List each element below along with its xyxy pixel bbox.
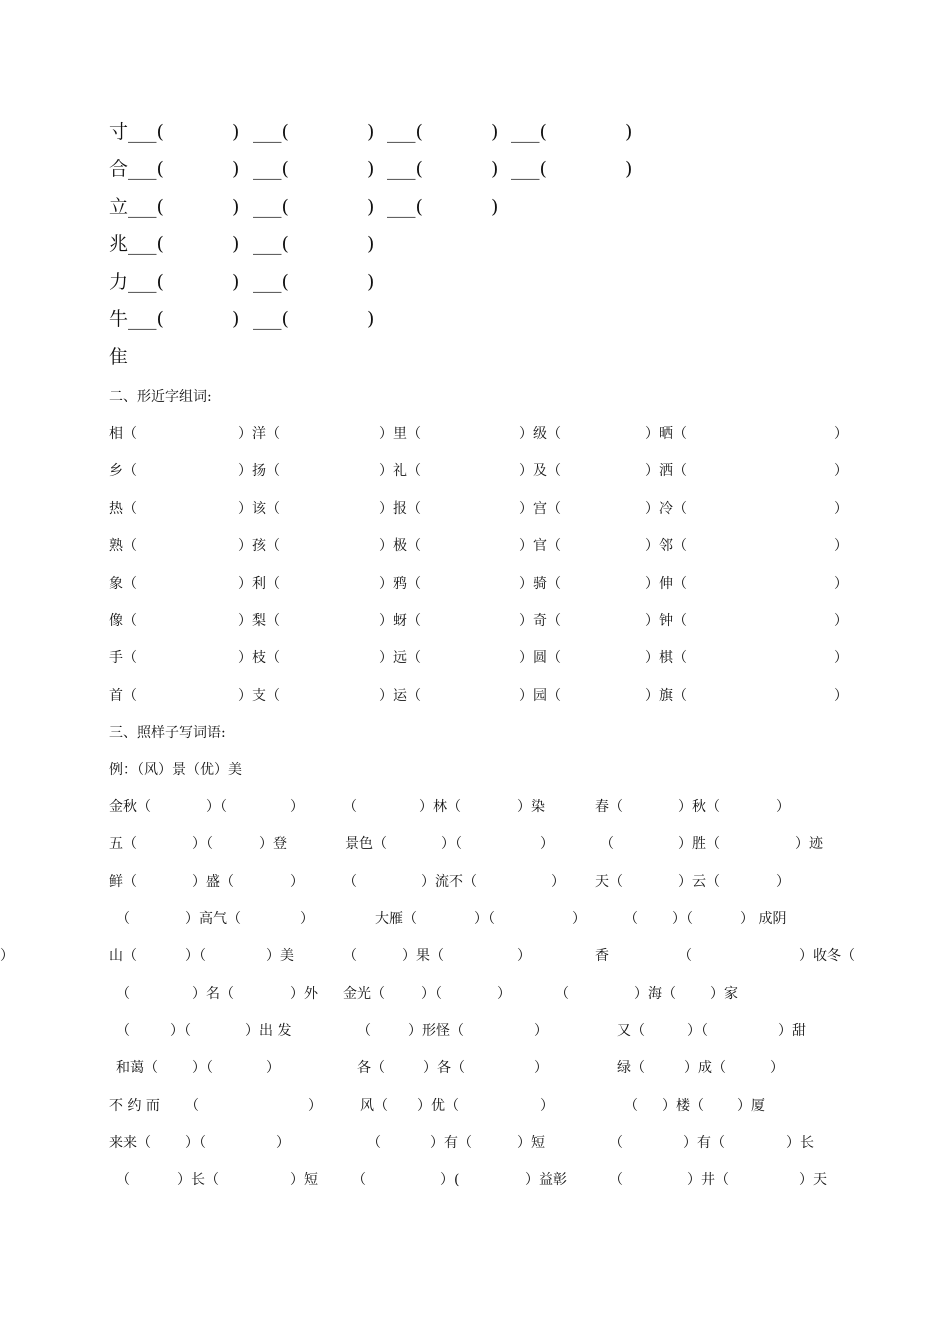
idiom-segment: ）（ — [441, 836, 462, 852]
idiom-segment: ）( — [440, 1172, 460, 1188]
idiom-segment: （ — [357, 1023, 371, 1039]
idiom-segment: ）（ — [672, 911, 693, 927]
idiom-segment: 来来（ — [109, 1135, 151, 1151]
idiom-segment: ）厦 — [737, 1098, 765, 1114]
similar-char-segment: ） — [834, 576, 848, 592]
idiom-segment: ）收冬（ — [799, 948, 855, 964]
radical-word-segment: 兆___( — [109, 233, 164, 255]
similar-char-segment: ） — [834, 613, 848, 629]
similar-char-segment: ）梨（ — [238, 613, 280, 629]
similar-char-segment: ）圆（ — [519, 650, 561, 666]
idiom-segment: ）（ — [192, 836, 213, 852]
similar-char-segment: ）及（ — [519, 463, 561, 479]
idiom-segment: ）各（ — [423, 1060, 465, 1076]
similar-char-segment: ） — [834, 538, 848, 554]
idiom-segment: （ — [624, 911, 638, 927]
radical-word-segment: ___( — [253, 233, 289, 255]
idiom-segment: ） — [0, 948, 14, 964]
idiom-segment: 鲜（ — [109, 874, 137, 890]
radical-word-segment: ___( — [253, 271, 289, 293]
idiom-segment: ）益彰 — [525, 1172, 567, 1188]
idiom-segment: ）（ — [687, 1023, 708, 1039]
idiom-segment: ）美 — [266, 948, 294, 964]
similar-char-segment: 乡（ — [109, 463, 137, 479]
idiom-segment: ）（ — [170, 1023, 191, 1039]
idiom-segment: ）名（ — [192, 986, 234, 1002]
idiom-segment: ） — [534, 1060, 548, 1076]
similar-char-segment: 相（ — [109, 426, 137, 442]
similar-char-segment: ）运（ — [379, 688, 421, 704]
idiom-segment: 天（ — [595, 874, 623, 890]
similar-char-segment: ）奇（ — [519, 613, 561, 629]
radical-word-segment: ) — [491, 121, 499, 143]
idiom-segment: 香 — [595, 948, 609, 964]
idiom-segment: ）（ — [192, 1060, 213, 1076]
similar-char-segment: ）级（ — [519, 426, 561, 442]
idiom-segment: ） — [770, 1060, 784, 1076]
similar-char-segment: ）极（ — [379, 538, 421, 554]
radical-word-segment: ) — [367, 271, 375, 293]
similar-char-segment: ）利（ — [238, 576, 280, 592]
idiom-segment: ）天 — [799, 1172, 827, 1188]
similar-char-segment: ）礼（ — [379, 463, 421, 479]
similar-char-segment: ）旗（ — [645, 688, 687, 704]
idiom-segment: （ — [116, 986, 130, 1002]
radical-word-segment: ) — [625, 121, 633, 143]
similar-char-segment: ）钟（ — [645, 613, 687, 629]
similar-char-segment: 手（ — [109, 650, 137, 666]
idiom-segment: ）优（ — [417, 1098, 459, 1114]
idiom-segment: ） — [308, 1098, 322, 1114]
idiom-segment: ）楼（ — [662, 1098, 704, 1114]
similar-char-segment: 热（ — [109, 501, 137, 517]
idiom-segment: ）高气（ — [185, 911, 241, 927]
idiom-segment: ）长 — [786, 1135, 814, 1151]
similar-char-segment: ）远（ — [379, 650, 421, 666]
idiom-segment: ）家 — [710, 986, 738, 1002]
idiom-segment: ） — [266, 1060, 280, 1076]
radical-word-segment: ___( — [387, 121, 423, 143]
similar-char-segment: ）晒（ — [645, 426, 687, 442]
similar-char-segment: ）伸（ — [645, 576, 687, 592]
radical-word-segment: ) — [367, 121, 375, 143]
idiom-segment: ）盛（ — [192, 874, 234, 890]
idiom-segment: ） — [776, 799, 790, 815]
idiom-segment: ） — [551, 874, 565, 890]
similar-char-segment: ）孩（ — [238, 538, 280, 554]
idiom-segment: 又（ — [617, 1023, 645, 1039]
idiom-segment: ） — [534, 1023, 548, 1039]
radical-word-segment: 寸___( — [109, 121, 164, 143]
idiom-segment: ）流不（ — [421, 874, 477, 890]
radical-word-segment: 隹 — [109, 346, 129, 368]
similar-char-segment: ）枝（ — [238, 650, 280, 666]
radical-word-segment: 力___( — [109, 271, 164, 293]
idiom-segment: ） — [540, 1098, 554, 1114]
similar-char-segment: ）报（ — [379, 501, 421, 517]
radical-word-segment: ___( — [511, 121, 547, 143]
similar-char-segment: ）宫（ — [519, 501, 561, 517]
similar-char-segment: ）园（ — [519, 688, 561, 704]
radical-word-segment: 立___( — [109, 196, 164, 218]
idiom-segment: 五（ — [109, 836, 137, 852]
idiom-segment: ）短 — [517, 1135, 545, 1151]
radical-word-segment: ) — [232, 271, 240, 293]
idiom-segment: ）外 — [290, 986, 318, 1002]
idiom-segment: （ — [600, 836, 614, 852]
idiom-segment: ）云（ — [678, 874, 720, 890]
radical-word-segment: ) — [232, 158, 240, 180]
similar-char-segment: ） — [834, 650, 848, 666]
idiom-segment: 绿（ — [617, 1060, 645, 1076]
idiom-segment: ） — [290, 799, 304, 815]
radical-word-segment: ) — [367, 158, 375, 180]
radical-word-segment: ) — [491, 196, 499, 218]
similar-char-segment: ）官（ — [519, 538, 561, 554]
radical-word-segment: ) — [367, 196, 375, 218]
idiom-segment: （ — [343, 874, 357, 890]
idiom-segment: ）有（ — [430, 1135, 472, 1151]
similar-char-segment: ） — [834, 463, 848, 479]
similar-char-segment: ）棋（ — [645, 650, 687, 666]
radical-word-segment: ___( — [253, 121, 289, 143]
idiom-segment: ）林（ — [419, 799, 461, 815]
idiom-segment: ）甜 — [778, 1023, 806, 1039]
idiom-segment: 金光（ — [343, 986, 385, 1002]
idiom-segment: ）短 — [290, 1172, 318, 1188]
idiom-segment: （ — [555, 986, 569, 1002]
idiom-segment: 各（ — [357, 1060, 385, 1076]
idiom-segment: ） 成阴 — [740, 911, 787, 927]
idiom-segment: ） — [497, 986, 511, 1002]
similar-char-segment: ） — [834, 426, 848, 442]
idiom-segment: ） — [517, 948, 531, 964]
idiom-segment: ） — [572, 911, 586, 927]
radical-word-segment: ___( — [253, 308, 289, 330]
idiom-segment: （ — [116, 1023, 130, 1039]
idiom-segment: （ — [185, 1098, 199, 1114]
idiom-segment: （ — [343, 799, 357, 815]
idiom-segment: 金秋（ — [109, 799, 151, 815]
radical-word-segment: ) — [367, 308, 375, 330]
similar-char-segment: ）洋（ — [238, 426, 280, 442]
similar-char-segment: 熟（ — [109, 538, 137, 554]
idiom-segment: （ — [609, 1135, 623, 1151]
idiom-segment: （ — [609, 1172, 623, 1188]
idiom-segment: ）成（ — [684, 1060, 726, 1076]
idiom-segment: ）登 — [259, 836, 287, 852]
idiom-segment: 景色（ — [345, 836, 387, 852]
similar-char-segment: ）鸦（ — [379, 576, 421, 592]
idiom-segment: （ — [343, 948, 357, 964]
idiom-segment: ）有（ — [683, 1135, 725, 1151]
idiom-segment: ） — [290, 874, 304, 890]
idiom-segment: （ — [678, 948, 692, 964]
idiom-segment: ）（ — [185, 948, 206, 964]
radical-word-segment: ) — [367, 233, 375, 255]
similar-char-segment: 象（ — [109, 576, 137, 592]
idiom-segment: （ — [624, 1098, 638, 1114]
example-line: 例：（风）景（优）美 — [109, 762, 242, 778]
idiom-segment: ） — [776, 874, 790, 890]
radical-word-segment: 牛___( — [109, 308, 164, 330]
idiom-segment: ）（ — [206, 799, 227, 815]
idiom-segment: ）（ — [185, 1135, 206, 1151]
idiom-segment: ）迹 — [795, 836, 823, 852]
radical-word-segment: ) — [232, 196, 240, 218]
similar-char-segment: 像（ — [109, 613, 137, 629]
similar-char-segment: ）该（ — [238, 501, 280, 517]
radical-word-segment: ___( — [387, 158, 423, 180]
similar-char-segment: ）冷（ — [645, 501, 687, 517]
idiom-segment: ）胜（ — [678, 836, 720, 852]
radical-word-segment: ___( — [253, 158, 289, 180]
idiom-segment: 不 约 而 — [109, 1098, 160, 1114]
idiom-segment: ）海（ — [634, 986, 676, 1002]
idiom-segment: ）（ — [474, 911, 495, 927]
radical-word-segment: ) — [625, 158, 633, 180]
idiom-segment: （ — [116, 1172, 130, 1188]
idiom-segment: ）（ — [421, 986, 442, 1002]
idiom-segment: ）长（ — [177, 1172, 219, 1188]
section2-heading: 二、形近字组词: — [109, 389, 212, 405]
similar-char-segment: ）支（ — [238, 688, 280, 704]
radical-word-segment: ___( — [253, 196, 289, 218]
similar-char-segment: 首（ — [109, 688, 137, 704]
similar-char-segment: ）洒（ — [645, 463, 687, 479]
idiom-segment: 大雁（ — [375, 911, 417, 927]
idiom-segment: 春（ — [595, 799, 623, 815]
idiom-segment: ）出 发 — [245, 1023, 292, 1039]
radical-word-segment: ) — [232, 233, 240, 255]
idiom-segment: ） — [540, 836, 554, 852]
similar-char-segment: ）骑（ — [519, 576, 561, 592]
idiom-segment: ） — [276, 1135, 290, 1151]
idiom-segment: ）井（ — [687, 1172, 729, 1188]
similar-char-segment: ）邻（ — [645, 538, 687, 554]
radical-word-segment: ) — [232, 308, 240, 330]
idiom-segment: （ — [367, 1135, 381, 1151]
similar-char-segment: ）里（ — [379, 426, 421, 442]
radical-word-segment: ) — [491, 158, 499, 180]
radical-word-segment: ___( — [511, 158, 547, 180]
section3-heading: 三、照样子写词语: — [109, 725, 226, 741]
idiom-segment: 和蔼（ — [116, 1060, 158, 1076]
radical-word-segment: ___( — [387, 196, 423, 218]
idiom-segment: 风（ — [360, 1098, 388, 1114]
idiom-segment: ）秋（ — [678, 799, 720, 815]
idiom-segment: 山（ — [109, 948, 137, 964]
idiom-segment: （ — [352, 1172, 366, 1188]
similar-char-segment: ）扬（ — [238, 463, 280, 479]
idiom-segment: ）形怪（ — [408, 1023, 464, 1039]
radical-word-segment: ) — [232, 121, 240, 143]
similar-char-segment: ） — [834, 688, 848, 704]
similar-char-segment: ） — [834, 501, 848, 517]
radical-word-segment: 合___( — [109, 158, 164, 180]
similar-char-segment: ）蚜（ — [379, 613, 421, 629]
idiom-segment: ）果（ — [402, 948, 444, 964]
idiom-segment: ） — [300, 911, 314, 927]
idiom-segment: （ — [116, 911, 130, 927]
idiom-segment: ）染 — [517, 799, 545, 815]
